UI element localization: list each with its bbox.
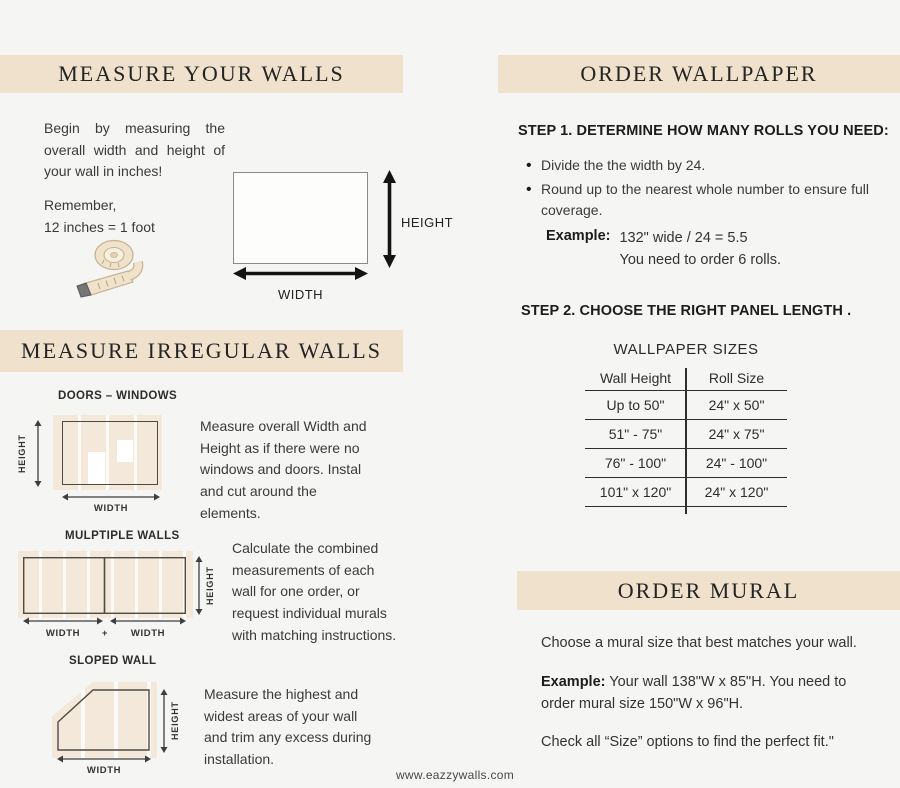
multiple-walls-text: Calculate the combined measurements of each wall for one order, or request individual murals with matching instructions. xyxy=(232,540,397,643)
step2-heading: STEP 2. CHOOSE THE RIGHT PANEL LENGTH . xyxy=(521,303,852,319)
remember-line2: 12 inches = 1 foot xyxy=(44,218,155,235)
doors-windows-wall-outline xyxy=(62,421,158,485)
height-thin-arrow-icon xyxy=(194,556,204,615)
example-label: Example: xyxy=(546,228,611,244)
remember-line1: Remember, xyxy=(44,197,117,213)
bullet-item: • Round up to the nearest whole number to ensure full coverage. xyxy=(524,179,869,221)
height-label: HEIGHT xyxy=(170,701,180,741)
section-title: MEASURE YOUR WALLS xyxy=(58,61,345,86)
width-thin-arrow-icon xyxy=(23,616,103,626)
multiple-walls-outline xyxy=(23,557,186,614)
section-title: MEASURE IRREGULAR WALLS xyxy=(21,338,382,363)
banner-order-mural xyxy=(517,571,900,610)
table-cell: 24" x 75" xyxy=(708,426,765,442)
wall-diagram-rectangle xyxy=(233,172,368,264)
table-header-wall-height: Wall Height xyxy=(599,370,672,386)
example-lines xyxy=(619,228,781,272)
step1-bullet-list xyxy=(524,155,869,224)
step1-heading: STEP 1. DETERMINE HOW MANY ROLLS YOU NEED: xyxy=(518,123,889,139)
doors-windows-label: DOORS – WINDOWS xyxy=(58,390,178,402)
example-line1: 132" wide / 24 = 5.5 xyxy=(619,230,748,246)
height-label: HEIGHT xyxy=(17,434,27,473)
table-cell: 76" - 100" xyxy=(604,455,667,471)
table-header-roll-size: Roll Size xyxy=(708,370,765,386)
table-column-divider xyxy=(685,368,687,514)
table-cell: 101" x 120" xyxy=(599,484,672,500)
width-label: WIDTH xyxy=(86,765,122,776)
sloped-wall-label: SLOPED WALL xyxy=(69,655,157,667)
mural-example xyxy=(541,672,883,716)
height-arrow-icon xyxy=(381,170,398,268)
example-line2: You need to order 6 rolls. xyxy=(619,251,781,268)
sloped-wall-outline xyxy=(57,689,151,752)
measure-intro-text: Begin by measuring the overall width and height of your wall in inches! xyxy=(44,120,225,180)
banner-measure-your-walls xyxy=(0,55,403,93)
width-thin-arrow-icon xyxy=(57,754,151,764)
mural-intro-text: Choose a mural size that best matches your wall. xyxy=(541,635,857,651)
remember-note xyxy=(44,195,225,238)
door-shape xyxy=(88,452,105,484)
table-cell: 24" x 120" xyxy=(704,484,769,500)
mural-example-text: Your wall 138"W x 85"H. You need to order mural size 150"W x 96"H. xyxy=(541,673,847,712)
width-label: WIDTH xyxy=(130,628,166,639)
width-arrow-icon xyxy=(233,265,368,282)
bullet-item: • Divide the the width by 24. xyxy=(524,155,869,176)
window-shape xyxy=(117,440,133,462)
width-label: WIDTH xyxy=(277,287,324,302)
section-title: ORDER WALLPAPER xyxy=(580,61,818,86)
doors-windows-text: Measure overall Width and Height as if there were no windows and doors. Instal and cut around the elements. xyxy=(200,418,367,521)
order-mural-body xyxy=(541,633,883,771)
sloped-wall-text: Measure the highest and widest areas of your wall and trim any excess during installation. xyxy=(204,686,372,768)
section-title: ORDER MURAL xyxy=(617,577,800,603)
wallpaper-sizes-title: WALLPAPER SIZES xyxy=(613,341,759,358)
table-cell: 51" - 75" xyxy=(608,426,663,442)
table-cell: 24" x 50" xyxy=(708,397,765,413)
height-thin-arrow-icon xyxy=(33,420,43,487)
height-label: HEIGHT xyxy=(205,566,215,605)
banner-measure-irregular-walls xyxy=(0,330,403,372)
step1-example xyxy=(546,228,781,272)
table-cell: 24" - 100" xyxy=(705,455,768,471)
banner-order-wallpaper xyxy=(498,55,900,93)
height-label: HEIGHT xyxy=(401,215,454,230)
website-url: www.eazzywalls.com xyxy=(395,768,515,782)
width-thin-arrow-icon xyxy=(62,492,160,502)
mural-size-note: Check all “Size” options to find the perfect fit." xyxy=(541,734,834,751)
width-label: WIDTH xyxy=(45,628,81,639)
width-thin-arrow-icon xyxy=(110,616,186,626)
example-label: Example: xyxy=(541,673,606,690)
height-thin-arrow-icon xyxy=(159,689,169,753)
plus-sign: + xyxy=(101,628,109,639)
width-label: WIDTH xyxy=(93,503,129,514)
tape-measure-icon xyxy=(72,234,158,298)
multiple-walls-label: MULPTIPLE WALLS xyxy=(65,530,180,542)
table-cell: Up to 50" xyxy=(606,397,665,413)
